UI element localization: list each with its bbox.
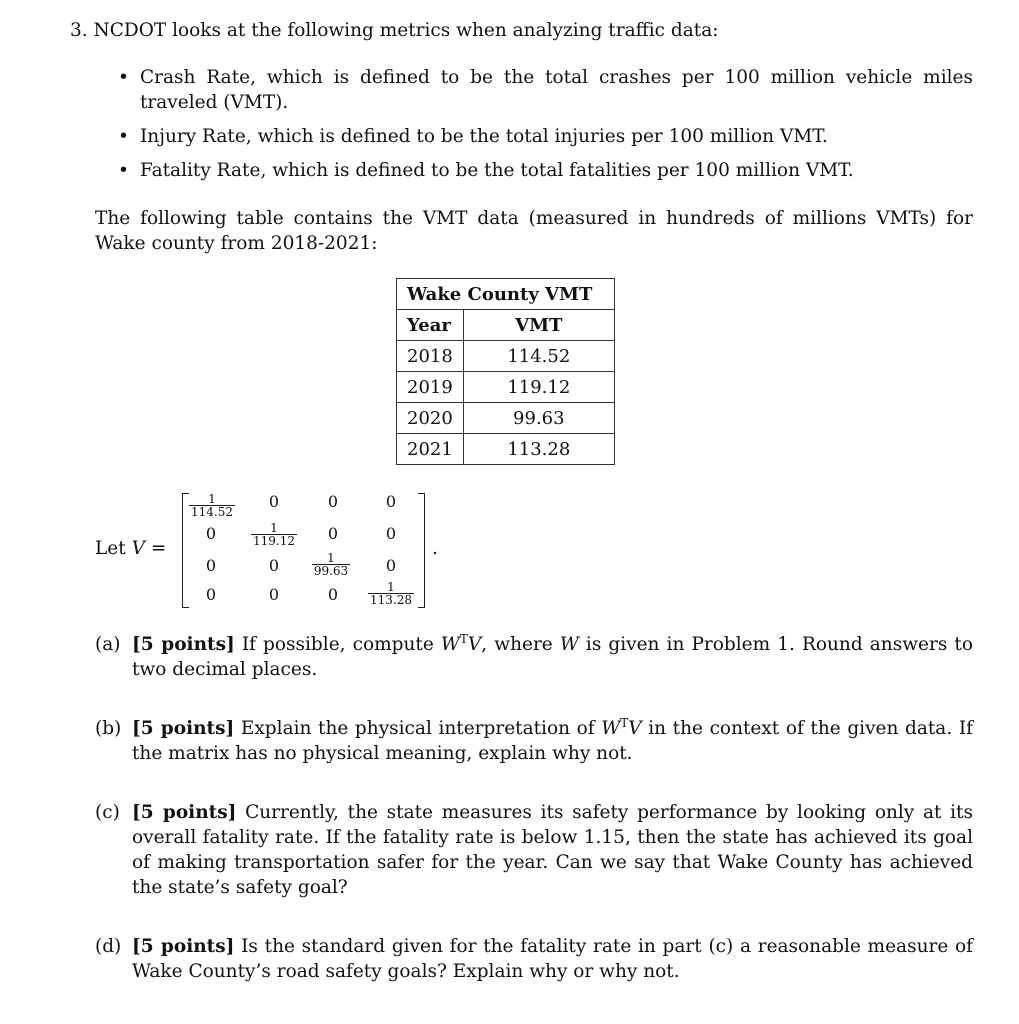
- column-header-year: Year: [397, 310, 464, 341]
- vmt-cell: 99.63: [463, 403, 614, 434]
- matrix-entry: 0: [327, 585, 339, 604]
- year-cell: 2019: [397, 372, 464, 403]
- matrix-entry: 0: [268, 556, 280, 575]
- table-intro: The following table contains the VMT data (measured in hundreds of millions VMTs) for Wake county from 2018-2021:: [95, 208, 973, 254]
- matrix-entry: 0: [385, 556, 397, 575]
- part-d: (d) [5 points] Is the standard given for the fatality rate in part (c) a reasonable measure of Wake County’s road safety goals? Explain why or why not.: [95, 936, 973, 982]
- matrix-entry: 0: [268, 585, 280, 604]
- matrix-entry: 0: [205, 556, 217, 575]
- matrix-entry: $\frac{1}{99.63}$: [313, 551, 349, 578]
- part-label: (c): [95, 802, 120, 823]
- matrix-label: Let V =: [95, 538, 167, 559]
- year-cell: 2021: [397, 434, 464, 465]
- part-label: (a): [95, 634, 121, 655]
- table-caption: Wake County VMT: [397, 279, 615, 310]
- part-label: (b): [95, 718, 122, 739]
- list-item: • Injury Rate, which is defined to be the total injuries per 100 million VMT.: [118, 126, 828, 147]
- table-row: [397, 372, 615, 403]
- matrix-period: .: [432, 538, 438, 559]
- points: [5 points]: [132, 936, 235, 957]
- vmt-cell: 119.12: [463, 372, 614, 403]
- metric-list: [118, 65, 973, 192]
- matrix-entry: 0: [327, 524, 339, 543]
- points: [5 points]: [132, 802, 237, 823]
- points: [5 points]: [132, 718, 235, 739]
- year-cell: 2018: [397, 341, 464, 372]
- matrix-entry: $\frac{1}{119.12}$: [253, 521, 295, 548]
- points: [5 points]: [132, 634, 235, 655]
- bullet-icon: •: [118, 160, 129, 181]
- matrix-entry: 0: [205, 585, 217, 604]
- vmt-cell: 113.28: [463, 434, 614, 465]
- part-b: (b) [5 points] Explain the physical interpretation of $W^TV$ in the context of the given data. If the matrix has no physical meaning, explain why not.: [95, 715, 973, 764]
- matrix-entry: 0: [205, 524, 217, 543]
- table-row: [397, 434, 615, 465]
- part-c: (c) [5 points] Currently, the state measures its safety performance by looking only at its overall fatality rate. If the fatality rate is below 1.15, then the state has achieved its goal of making transportation safer for the year. Can we say that Wake County has achieved the state’s safety goal?: [95, 802, 973, 898]
- problem-heading: 3. NCDOT looks at the following metrics when analyzing traffic data:: [70, 20, 719, 41]
- vmt-table: [396, 278, 615, 465]
- matrix-entry: $\frac{1}{114.52}$: [191, 492, 233, 519]
- part-a: (a) [5 points] If possible, compute $W^TV$, where W is given in Problem 1. Round answers to two decimal places.: [95, 631, 973, 680]
- table-row: [397, 341, 615, 372]
- matrix-entry: 0: [385, 524, 397, 543]
- list-item: • Fatality Rate, which is defined to be the total fatalities per 100 million VMT.: [118, 160, 854, 181]
- matrix-entry: 0: [268, 492, 280, 511]
- matrix-entry: $\frac{1}{113.28}$: [370, 580, 412, 607]
- table-row: [397, 403, 615, 434]
- bullet-icon: •: [118, 67, 129, 88]
- year-cell: 2020: [397, 403, 464, 434]
- list-item: • Crash Rate, which is defined to be the total crashes per 100 million vehicle miles traveled (VMT).: [118, 67, 973, 113]
- matrix-entry: 0: [327, 492, 339, 511]
- bullet-icon: •: [118, 126, 129, 147]
- matrix-entry: 0: [385, 492, 397, 511]
- part-label: (d): [95, 936, 122, 957]
- vmt-cell: 114.52: [463, 341, 614, 372]
- column-header-vmt: VMT: [463, 310, 614, 341]
